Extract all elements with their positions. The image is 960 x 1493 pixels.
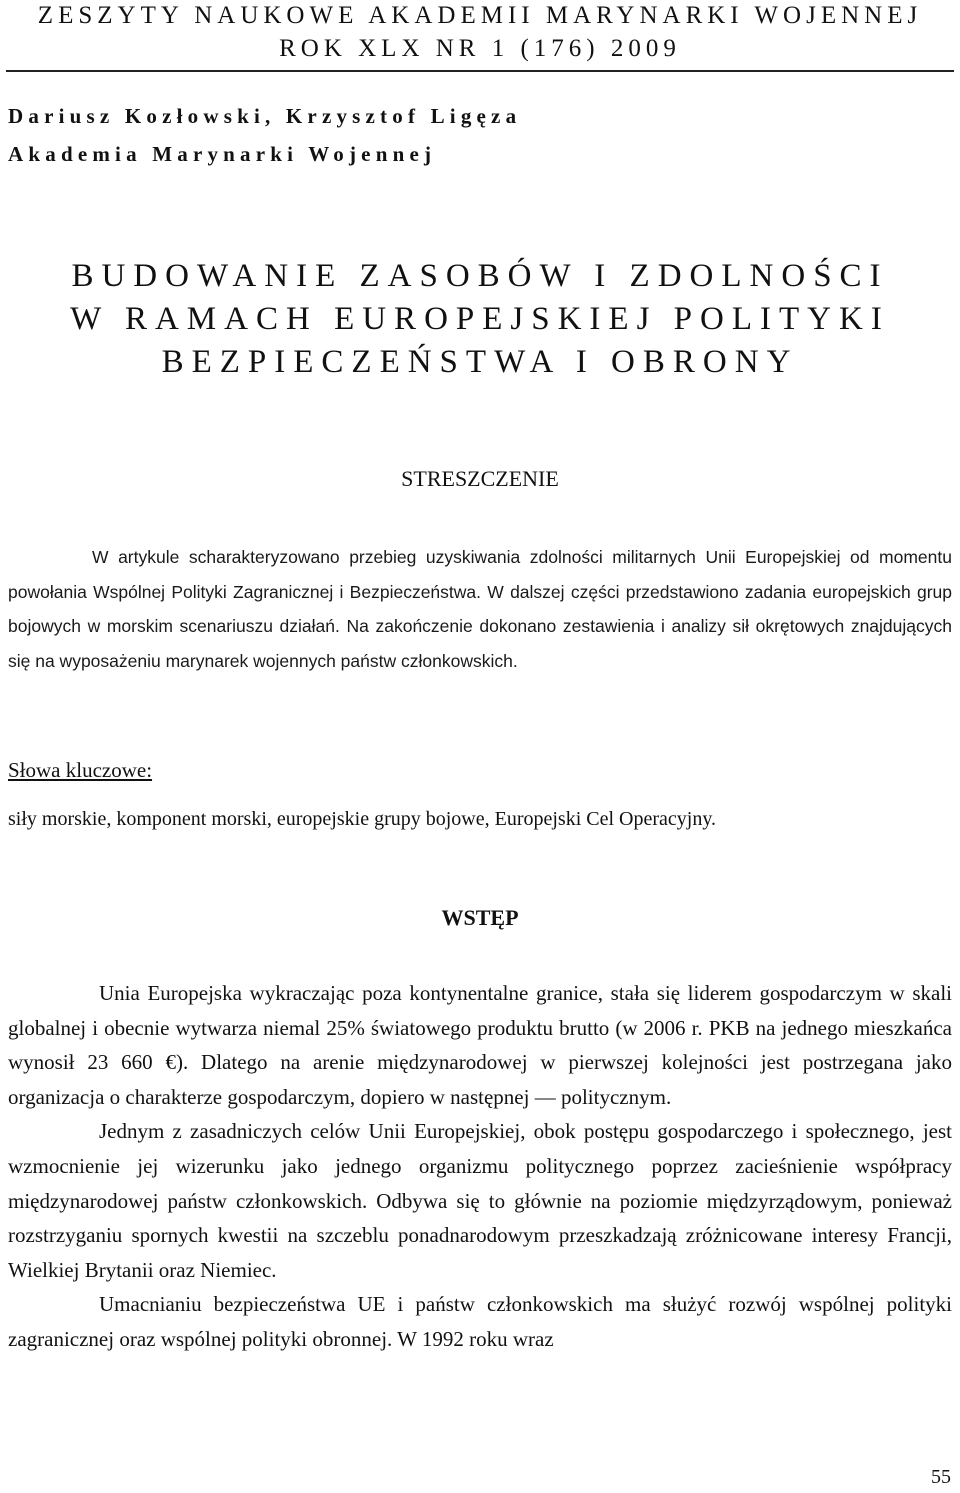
paragraph: Unia Europejska wykraczając poza kontynentalne granice, stała się liderem gospodarczym w skali globalnej i obecnie wytwarza niemal 25% światowego produktu brutto (w 2006 r. PKB na jednego mieszkańca wynosił 23 660 €). Dlatego na arenie międzynarodowej w pierwszej kolejności jest postrzegana jako organizacja o charakterze gospodarczym, dopiero w następnej — politycznym. (8, 981, 952, 1109)
paragraph: Umacnianiu bezpieczeństwa UE i państw członkowskich ma służyć rozwój wspólnej polityki zagranicznej oraz wspólnej polityki obronnej. W 1992 roku wraz (8, 1292, 952, 1351)
page-number: 55 (931, 1466, 951, 1488)
keywords-label: Słowa kluczowe: (8, 758, 153, 782)
affiliation: Akademia Marynarki Wojennej (8, 142, 437, 166)
abstract-heading: STRESZCZENIE (401, 466, 559, 491)
abstract-text: W artykule scharakteryzowano przebieg uzyskiwania zdolności militarnych Unii Europejskiej od momentu powołania Wspólnej Polityki Zagranicznej i Bezpieczeństwa. W dalszej części przedstawiono zadania europejskich grup bojowych w morskim scenariuszu działań. Na zakończenie dokonano zestawienia i analizy sił okrętowych znajdujących się na wyposażeniu marynarek wojennych państw członkowskich. (8, 547, 952, 671)
section-heading: WSTĘP (441, 905, 519, 930)
paragraph: Jednym z zasadniczych celów Unii Europejskiej, obok postępu gospodarczego i społecznego, jest wzmocnienie jej wizerunku jako jednego organizmu politycznego poprzez zacieśnienie współpracy międzynarodowej państw członkowskich. Odbywa się to głównie na poziomie międzyrządowym, ponieważ rozstrzyganiu spornych kwestii na szczeblu ponadnarodowym przeszkadzają zróżnicowane interesy Francji, Wielkiej Brytanii oraz Niemiec. (8, 1119, 952, 1282)
article-title-line: BUDOWANIE ZASOBÓW I ZDOLNOŚCI (71, 258, 889, 294)
keywords-text: siły morskie, komponent morski, europejskie grupy bojowe, Europejski Cel Operacyjny. (8, 808, 717, 830)
article-title-line: W RAMACH EUROPEJSKIEJ POLITYKI (70, 301, 890, 337)
header-rule (6, 70, 954, 72)
authors: Dariusz Kozłowski, Krzysztof Ligęza (8, 104, 522, 128)
journal-issue: ROK XLX NR 1 (176) 2009 (279, 35, 681, 62)
article-title-line: BEZPIECZEŃSTWA I OBRONY (161, 344, 799, 380)
journal-title: ZESZYTY NAUKOWE AKADEMII MARYNARKI WOJENNEJ (37, 2, 923, 29)
body-text (8, 976, 952, 1357)
